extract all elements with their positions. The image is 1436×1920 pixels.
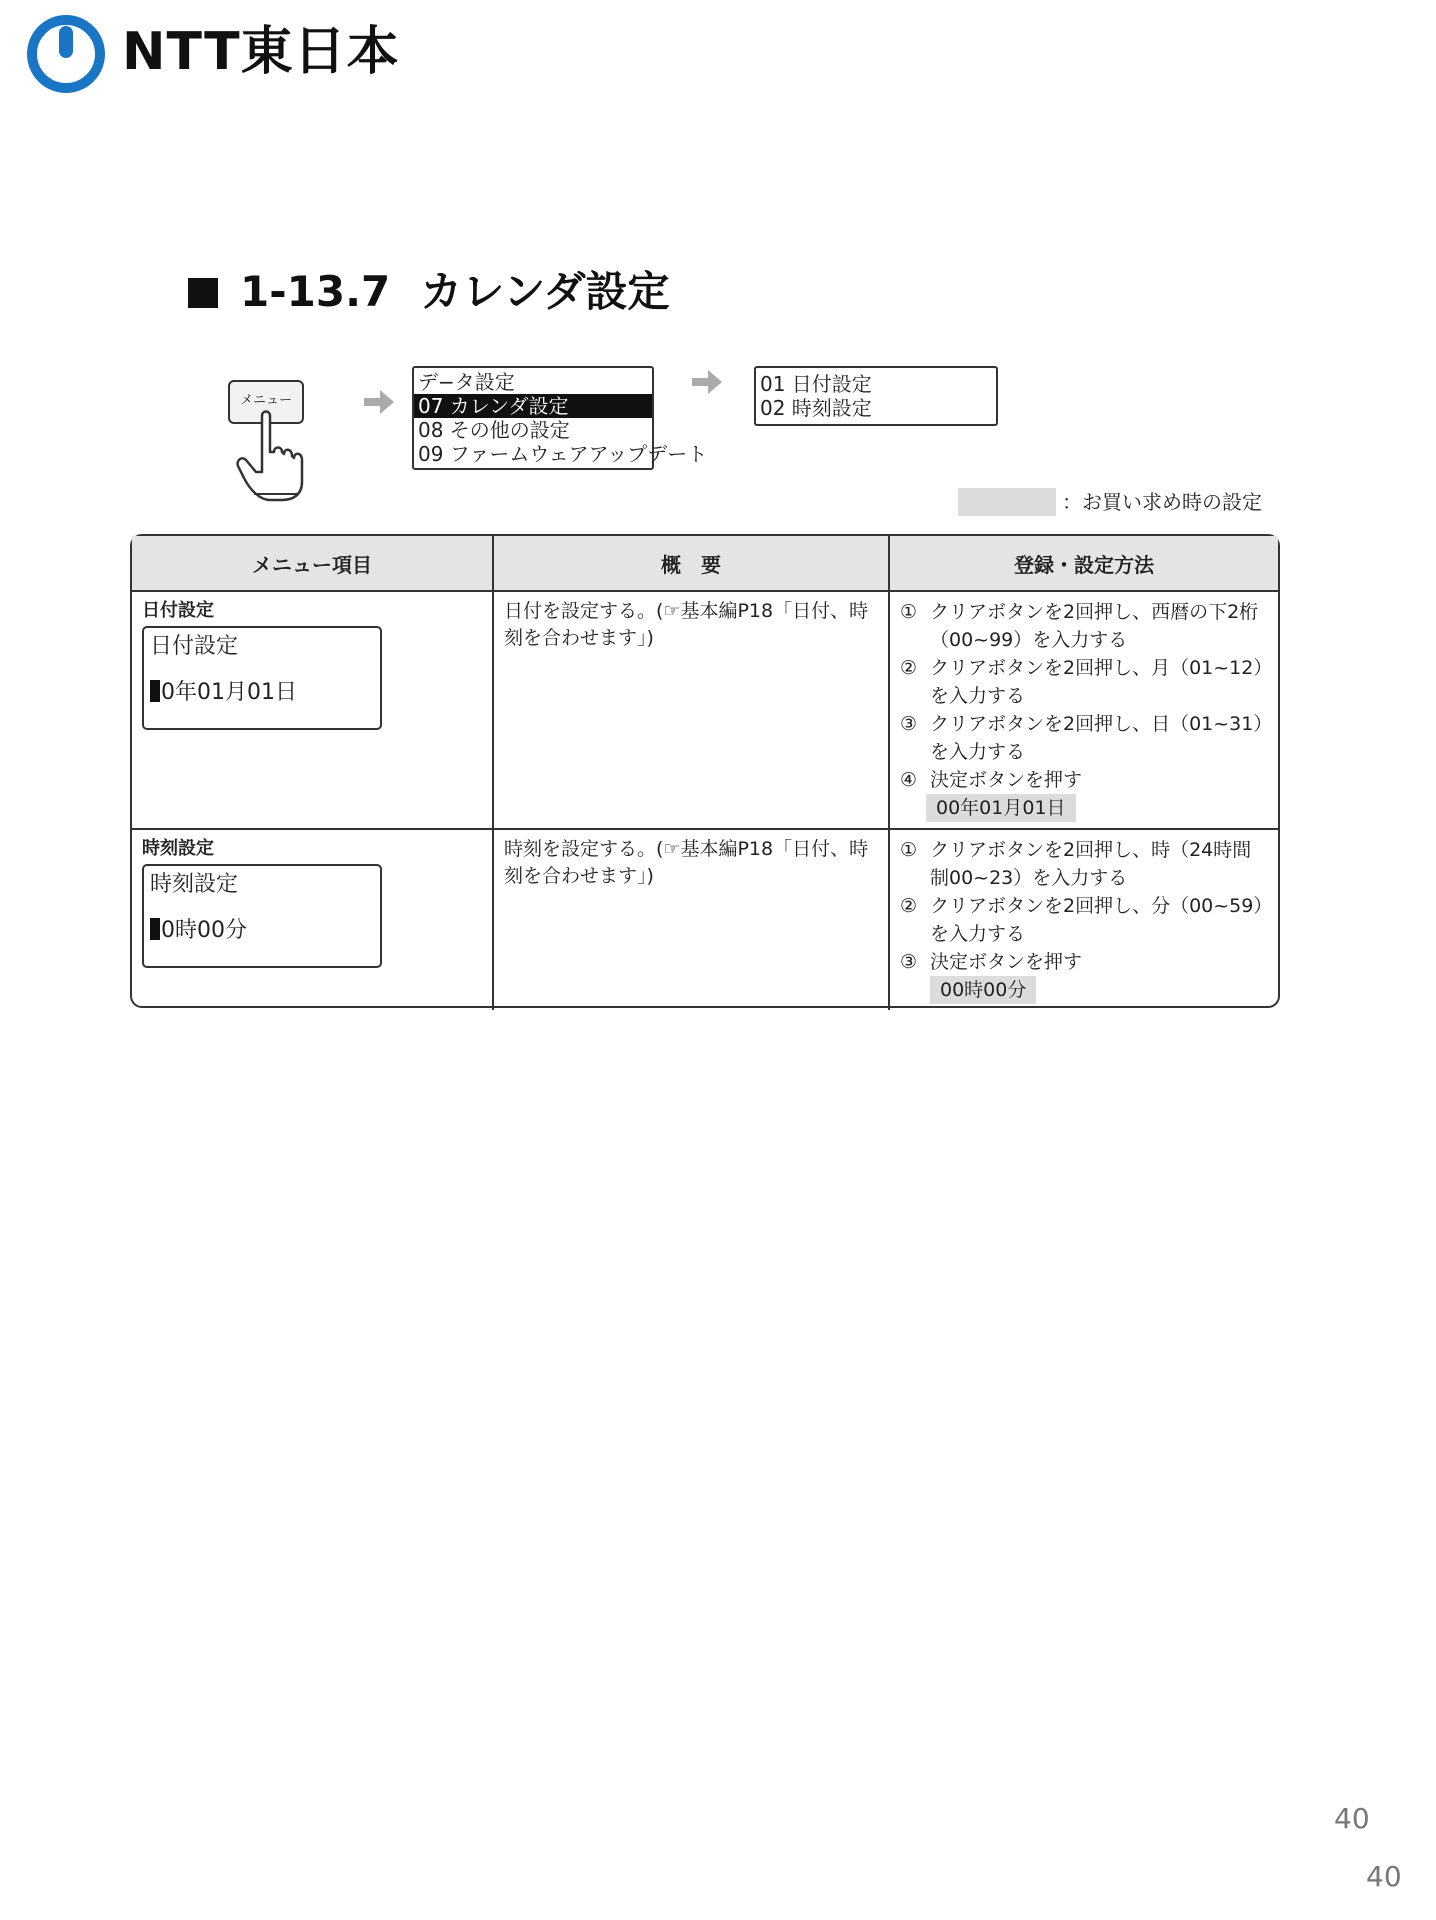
menu-screen-row: 09 ファームウェアアップデート (418, 442, 708, 466)
lcd-screen (142, 626, 382, 730)
page-number: 40 (1334, 1802, 1370, 1835)
default-value: 00年01月01日 (926, 794, 1076, 822)
step-number: ① (900, 601, 918, 623)
section-title (188, 262, 670, 322)
step-text: 決定ボタンを押す (930, 951, 1083, 973)
step-text: 決定ボタンを押す (930, 769, 1083, 791)
step-item (900, 654, 1268, 710)
brand-name: NTT東日本 (122, 22, 400, 82)
step-number: ③ (900, 713, 918, 735)
section-number: 1-13.7 (240, 267, 391, 316)
screen-line-1: 日付設定 (150, 634, 239, 659)
screen-value: 0年01月01日 (161, 680, 297, 705)
step-item (900, 766, 1268, 794)
screen-line-2 (150, 678, 374, 708)
column-header-summary: 概 要 (493, 536, 889, 591)
menu-screen-row-selected: 07 カレンダ設定 (414, 394, 652, 418)
menu-item-cell (132, 829, 493, 1010)
menu-item-title: 時刻設定 (142, 838, 214, 859)
step-item (900, 710, 1268, 766)
step-text: クリアボタンを2回押し、分（00~59）を入力する (930, 895, 1263, 945)
menu-item-cell (132, 591, 493, 829)
summary-text: 日付を設定する。(☞基本編P18「日付、時刻を合わせます」) (504, 600, 869, 649)
column-header-method: 登録・設定方法 (889, 536, 1278, 591)
legend-label: ：お買い求め時の設定 (1062, 490, 1262, 514)
cursor-block (150, 680, 160, 702)
cursor-block (150, 918, 160, 940)
bullet-square-icon (188, 278, 218, 308)
submenu-screen (754, 366, 998, 426)
column-header-menu-item: メニュー項目 (132, 536, 493, 591)
ntt-logo-icon (26, 14, 106, 94)
submenu-row: 02 時刻設定 (760, 396, 872, 420)
default-value: 00時00分 (930, 976, 1036, 1004)
step-item (900, 598, 1268, 654)
step-number: ② (900, 895, 918, 917)
step-item (900, 948, 1268, 976)
step-item (900, 836, 1268, 892)
step-text: クリアボタンを2回押し、時（24時間制00~23）を入力する (930, 839, 1252, 889)
summary-cell (493, 591, 889, 829)
summary-cell (493, 829, 889, 1010)
step-list (900, 836, 1268, 976)
step-number: ② (900, 657, 918, 679)
page-number: 40 (1366, 1860, 1402, 1893)
step-number: ③ (900, 951, 918, 973)
menu-screen (412, 366, 708, 470)
submenu-row: 01 日付設定 (760, 372, 872, 396)
step-text: クリアボタンを2回押し、月（01~12）を入力する (930, 657, 1263, 707)
method-cell (889, 829, 1278, 1010)
step-list (900, 598, 1268, 794)
screen-line-1: 時刻設定 (150, 872, 239, 897)
step-number: ④ (900, 769, 918, 791)
pointing-hand-icon (236, 408, 316, 504)
arrow-right-icon (692, 370, 722, 394)
method-cell (889, 591, 1278, 829)
section-title-text: カレンダ設定 (420, 267, 670, 316)
summary-text: 時刻を設定する。(☞基本編P18「日付、時刻を合わせます」) (504, 838, 869, 887)
step-item (900, 892, 1268, 948)
settings-table (130, 534, 1280, 1008)
lcd-screen (142, 864, 382, 968)
table-row (132, 829, 1278, 1010)
menu-button: メニュー (228, 380, 304, 424)
menu-screen-row: 08 その他の設定 (418, 418, 570, 442)
step-text: クリアボタンを2回押し、日（01~31）を入力する (930, 713, 1263, 763)
menu-item-title: 日付設定 (142, 600, 214, 621)
screen-value: 0時00分 (161, 918, 247, 943)
step-number: ① (900, 839, 918, 861)
default-setting-swatch (958, 488, 1056, 516)
arrow-right-icon (364, 390, 394, 414)
table-row (132, 591, 1278, 829)
screen-line-2 (150, 916, 374, 946)
step-text: クリアボタンを2回押し、西暦の下2桁（00~99）を入力する (930, 601, 1259, 651)
menu-screen-row: デ−タ設定 (418, 370, 515, 394)
